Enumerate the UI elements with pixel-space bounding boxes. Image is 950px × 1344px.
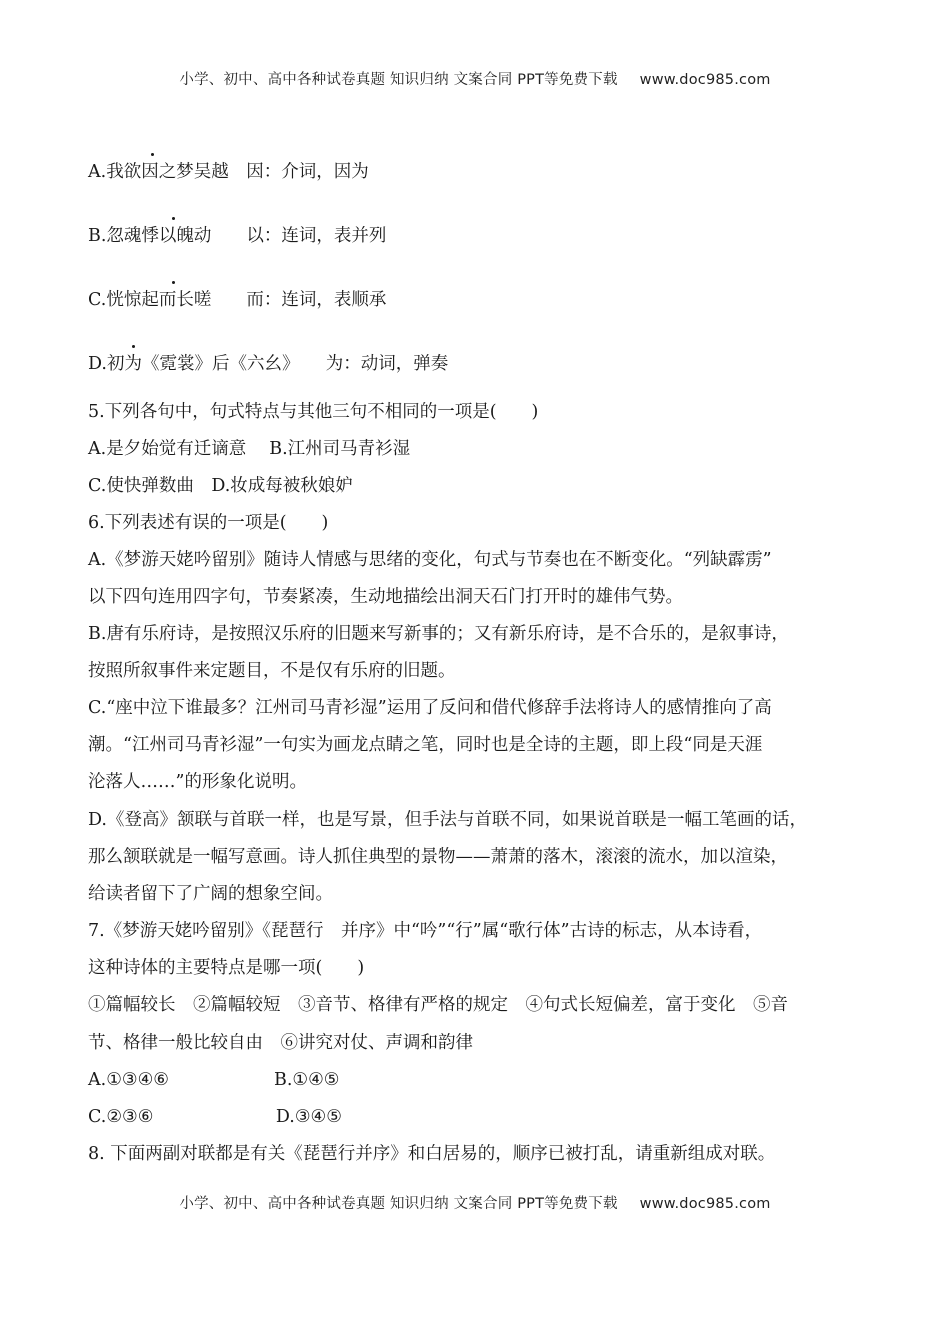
q6-option-a-line2: 以下四句连用四字句，节奏紧凑，生动地描绘出洞天石门打开时的雄伟气势。 — [88, 587, 683, 607]
question-6: 6.下列表述有误的一项是( ) — [88, 513, 329, 533]
option-a-cause: A.我欲因之梦吴越 因：介词，因为 — [88, 162, 369, 182]
option-b-yi: B.忽魂悸以魄动 以：连词，表并列 — [88, 226, 387, 246]
q7-options-cd: C.②③⑥ D.③④⑤ — [88, 1107, 342, 1127]
question-7-line1: 7.《梦游天姥吟留别》《琵琶行 并序》中“吟”“行”属“歌行体”古诗的标志，从本诗看， — [88, 921, 763, 941]
q7-items-line2: 节、格律一般比较自由 ⑥讲究对仗、声调和韵律 — [88, 1033, 473, 1053]
q6-option-b-line2: 按照所叙事件来定题目，不是仅有乐府的旧题。 — [88, 661, 456, 681]
q6-option-d-line1: D.《登高》颔联与首联一样，也是写景，但手法与首联不同，如果说首联是一幅工笔画的话， — [88, 810, 807, 830]
question-5: 5.下列各句中，句式特点与其他三句不相同的一项是( ) — [88, 402, 539, 422]
q5-options-cd: C.使快弹数曲 D.妆成每被秋娘妒 — [88, 476, 353, 496]
emphasis-dot — [172, 217, 175, 220]
q6-option-c-line2: 潮。“江州司马青衫湿”一句实为画龙点睛之笔，同时也是全诗的主题，即上段“同是天涯 — [88, 735, 763, 755]
header-url[interactable]: www.doc985.com — [639, 72, 771, 88]
q6-option-a-line1: A.《梦游天姥吟留别》随诗人情感与思绪的变化，句式与节奏也在不断变化。“列缺霹雳” — [88, 550, 772, 570]
emphasis-dot — [151, 153, 154, 156]
footer-text: 小学、初中、高中各种试卷真题 知识归纳 文案合同 PPT等免费下载 — [179, 1196, 618, 1212]
q7-items-line1: ①篇幅较长 ②篇幅较短 ③音节、格律有严格的规定 ④句式长短偏差，富于变化 ⑤音 — [88, 995, 788, 1015]
option-c-er: C.恍惊起而长嗟 而：连词，表顺承 — [88, 290, 387, 310]
q6-option-d-line3: 给读者留下了广阔的想象空间。 — [88, 884, 333, 904]
footer-url[interactable]: www.doc985.com — [639, 1196, 771, 1212]
q5-options-ab: A.是夕始觉有迁谪意 B.江州司马青衫湿 — [88, 439, 411, 459]
header-text: 小学、初中、高中各种试卷真题 知识归纳 文案合同 PPT等免费下载 — [179, 72, 618, 88]
page-footer — [0, 1192, 950, 1213]
question-8: 8. 下面两副对联都是有关《琵琶行并序》和白居易的，顺序已被打乱，请重新组成对联。 — [88, 1144, 776, 1164]
question-7-line2: 这种诗体的主要特点是哪一项( ) — [88, 958, 365, 978]
emphasis-dot — [172, 281, 175, 284]
page-header — [0, 68, 950, 89]
q6-option-d-line2: 那么颔联就是一幅写意画。诗人抓住典型的景物——萧萧的落木，滚滚的流水，加以渲染， — [88, 847, 788, 867]
emphasis-dot — [132, 345, 135, 348]
q6-option-b-line1: B.唐有乐府诗，是按照汉乐府的旧题来写新事的；又有新乐府诗，是不合乐的，是叙事诗， — [88, 624, 789, 644]
q7-options-ab: A.①③④⑥ B.①④⑤ — [88, 1070, 340, 1090]
option-d-wei: D.初为《霓裳》后《六幺》 为：动词，弹奏 — [88, 354, 449, 374]
q6-option-c-line1: C.“座中泣下谁最多？江州司马青衫湿”运用了反问和借代修辞手法将诗人的感情推向了高 — [88, 698, 772, 718]
q6-option-c-line3: 沦落人……”的形象化说明。 — [88, 772, 307, 792]
